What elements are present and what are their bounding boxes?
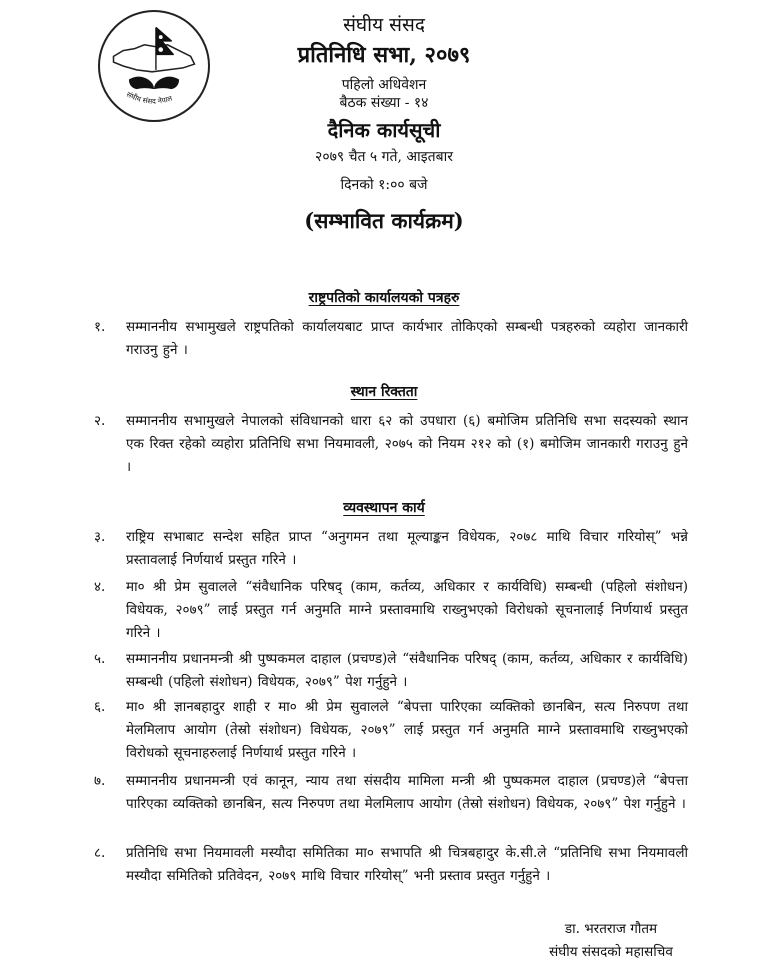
signatory-name: डा. भरतराज गौतम: [564, 921, 658, 937]
agenda-item-1: [94, 316, 688, 362]
signatory-title: संघीय संसदको महासचिव: [549, 944, 673, 960]
item-text: मा० श्री ज्ञानबहादुर शाही र मा० श्री प्रेम सुवालले “बेपत्ता पारिएका व्यक्तिको छानबिन, सत्य निरुपण तथा मेलमिलाप आयोग (तेस्रो संशोधन) विधेयक, २०७९” लाई प्रस्तुत गर्न अनुमति माग्ने प्रस्तावमाथि राख्नुभएको विरोधको सूचनाहरुलाई निर्णयार्थ प्रस्तुत गरिने ।: [126, 699, 688, 761]
agenda-item-5: [94, 648, 688, 694]
item-number: ६.: [94, 699, 106, 715]
document-title: दैनिक कार्यसूची: [327, 118, 441, 143]
agenda-item-2: [94, 410, 688, 479]
item-number: ८.: [94, 845, 106, 861]
item-text: सम्माननीय प्रधानमन्त्री श्री पुष्पकमल दाहाल (प्रचण्ड)ले “संवैधानिक परिषद् (काम, कर्तव्य, अधिकार र कार्यविधि) सम्बन्धी (पहिलो संशोधन) विधेयक, २०७९” पेश गर्नुहुने ।: [126, 651, 688, 690]
document-header: [160, 14, 608, 235]
agenda-item-4: [94, 576, 688, 645]
signature-block: [516, 918, 706, 964]
meeting-date: २०७९ चैत ५ गते, आइतबार: [315, 149, 453, 166]
meeting-time: दिनको १:०० बजे: [340, 176, 428, 193]
item-number: २.: [94, 413, 106, 429]
item-number: १.: [94, 319, 106, 335]
item-text: मा० श्री प्रेम सुवालले “संवैधानिक परिषद् (काम, कर्तव्य, अधिकार र कार्यविधि) सम्बन्धी (पहिलो संशोधन) विधेयक, २०७९” लाई प्रस्तुत गर्न अनुमति माग्ने प्रस्तावमाथि राख्नुभएको विरोधको सूचनालाई निर्णयार्थ प्रस्तुत गरिने ।: [126, 579, 688, 641]
item-text: सम्माननीय सभामुखले राष्ट्रपतिको कार्यालयबाट प्राप्त कार्यभार तोकिएको सम्बन्धी पत्रहरुको व्यहोरा जानकारी गराउनु हुने ।: [126, 319, 688, 358]
programme-label: (सम्भावित कार्यक्रम): [304, 208, 464, 234]
section-heading-seat-vacancy: स्थान रिक्तता: [350, 384, 418, 400]
item-number: ७.: [94, 773, 106, 789]
session-label: पहिलो अधिवेशन: [341, 77, 427, 94]
agenda-item-7: [94, 770, 688, 816]
item-number: ३.: [94, 529, 106, 545]
item-text: प्रतिनिधि सभा नियमावली मस्यौदा समितिका मा० सभापति श्री चित्रबहादुर के.सी.ले “प्रतिनिधि सभा नियमावली मस्यौदा समितिको प्रतिवेदन, २०७९ माथि विचार गरियोस्” भनी प्रस्ताव प्रस्तुत गर्नुहुने ।: [126, 845, 688, 884]
organization-name: संघीय संसद: [343, 14, 425, 36]
agenda-item-8: [94, 842, 688, 888]
emblem-caption: संघीय संसद नेपाल: [125, 89, 174, 106]
section-heading-legislative-work: व्यवस्थापन कार्य: [343, 500, 425, 516]
agenda-item-3: [94, 526, 688, 572]
item-number: ५.: [94, 651, 106, 667]
item-number: ४.: [94, 579, 106, 595]
item-text: सम्माननीय प्रधानमन्त्री एवं कानून, न्याय तथा संसदीय मामिला मन्त्री श्री पुष्पकमल दाहाल (प्रचण्ड)ले “बेपत्ता पारिएका व्यक्तिको छानबिन, सत्य निरुपण तथा मेलमिलाप आयोग (तेस्रो संशोधन) विधेयक, २०७९” पेश गर्नुहुने ।: [126, 773, 688, 812]
item-text: राष्ट्रिय सभाबाट सन्देश सहित प्राप्त “अनुगमन तथा मूल्याङ्कन विधेयक, २०७८ माथि विचार गरियोस्” भन्ने प्रस्तावलाई निर्णयार्थ प्रस्तुत गरिने ।: [126, 529, 688, 568]
section-heading-president-office: राष्ट्रपतिको कार्यालयको पत्रहरु: [308, 290, 460, 306]
item-text: सम्माननीय सभामुखले नेपालको संविधानको धारा ६२ को उपधारा (६) बमोजिम प्रतिनिधि सभा सदस्यको स्थान एक रिक्त रहेको व्यहोरा प्रतिनिधि सभा नियमावली, २०७५ को नियम २१२ को (१) बमोजिम जानकारी गराउनु हुने ।: [126, 413, 688, 475]
agenda-item-6: [94, 696, 688, 765]
house-name: प्रतिनिधि सभा, २०७९: [297, 41, 471, 68]
sitting-number: बैठक संख्या - १४: [339, 94, 429, 111]
